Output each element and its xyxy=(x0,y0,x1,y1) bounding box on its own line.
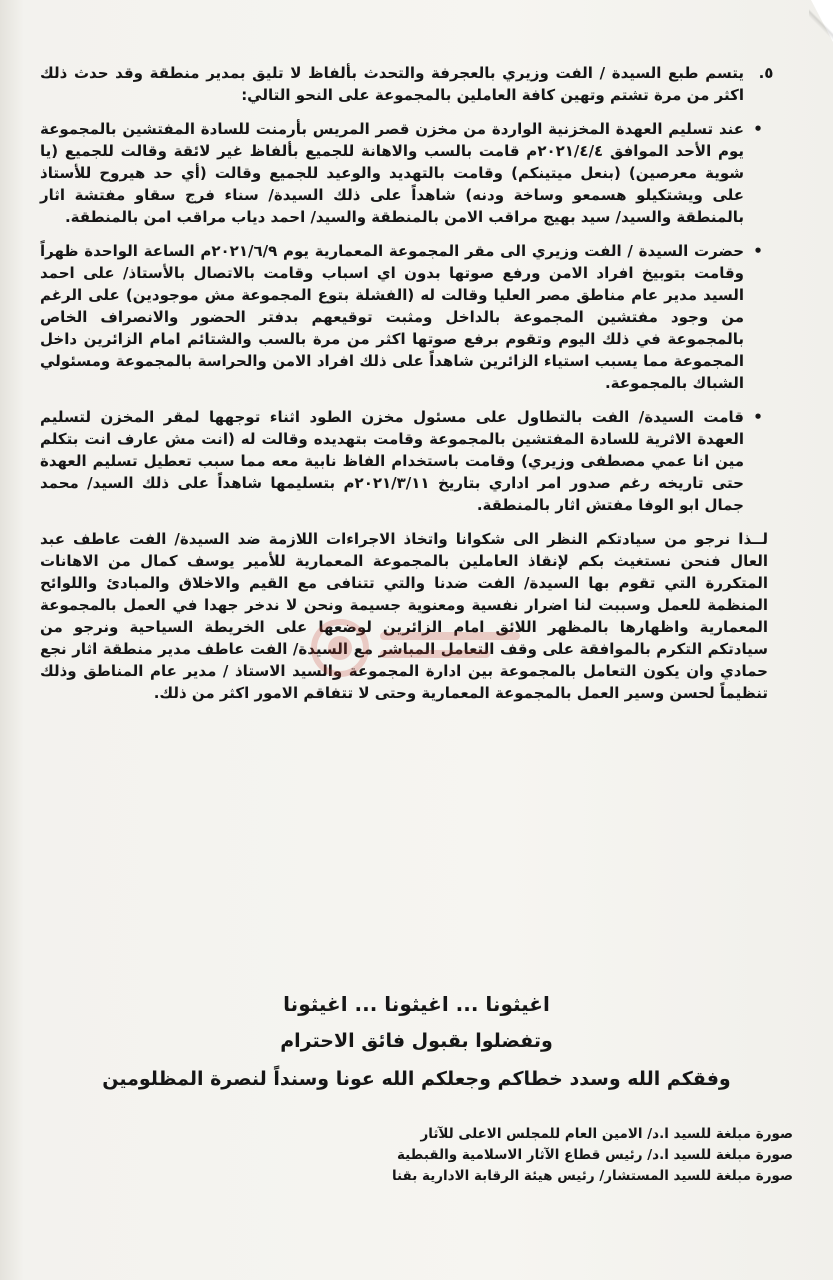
copy-recipient: صورة مبلغة للسيد المستشار/ رئيس هيئة الرقابة الادارية بقنا xyxy=(391,1168,793,1184)
folded-corner-shadow xyxy=(809,0,833,44)
regards-line: وتفضلوا بقبول فائق الاحترام xyxy=(280,1030,553,1052)
copy-recipient: صورة مبلغة للسيد ا.د/ الامين العام للمجلس الاعلى للآثار xyxy=(420,1126,793,1142)
blessing-line: وفقكم الله وسدد خطاكم وجعلكم الله عونا وسنداً لنصرة المظلومين xyxy=(102,1068,731,1090)
bullet-marker: • xyxy=(753,120,763,138)
complaint-bullet-2 xyxy=(40,240,768,394)
item-text: يتسم طبع السيدة / الفت وزيري بالعجرفة والتحدث بألفاظ لا تليق بمدير منطقة وقد حدث ذلك اكثر من مرة تشتم وتهين كافة العاملين بالمجموعة على النحو التالي: xyxy=(40,64,744,104)
copy-recipient: صورة مبلغة للسيد ا.د/ رئيس قطاع الآثار الاسلامية والقبطية xyxy=(396,1147,793,1163)
complaint-bullet-3 xyxy=(40,406,768,516)
closing-paragraph xyxy=(40,528,768,704)
bullet-marker: • xyxy=(753,408,763,426)
appeal-line: اغيثونا ... اغيثونا ... اغيثونا xyxy=(283,992,550,1016)
letter-body xyxy=(40,62,774,712)
bullet-text: عند تسليم العهدة المخزنية الواردة من مخزن قصر المريس بأرمنت للسادة المفتشين بالمجموعة يوم الأحد الموافق ٢٠٢١/٤/٤م قامت بالسب والاهانة للجميع بألفاظ غير لائقة وقالت للجميع (يا شوية معرصين) (بنعل ميتينكم) وقامت بالتهديد والوعيد للجميع وقالت (أي حد هيروح للأستاذ على ويشتكيلو هسمعو وساخة ودنه) شاهداً على ذلك السيدة/ سناء فرج سقاو مفتشة اثار بالمنطقة والسيد/ سيد بهيج مراقب الامن بالمنطقة والسيد/ احمد دياب مراقب امن بالمنطقة. xyxy=(40,120,745,226)
complaint-bullet-1 xyxy=(40,118,768,228)
bullet-text: حضرت السيدة / الفت وزيري الى مقر المجموعة المعمارية يوم ٢٠٢١/٦/٩م الساعة الواحدة ظهراً وقامت بتوبيخ افراد الامن ورفع صوتها بدون اي اسباب وقامت بالاتصال بالأستاذ/ على احمد السيد مدير عام مناطق مصر العليا وقالت له (الفشلة بتوع المجموعة مش موجودين) على الرغم من وجود مفتشين المجموعة بالداخل ومثبت توقيعهم بدفتر الحضور والانصراف الخاص بالمجموعة في ذلك اليوم وتقوم برفع صوتها اكثر من مرة بالسب والشتائم امام الزائرين داخل المجموعة مما يسبب استياء الزائرين شاهداً على ذلك افراد الامن والحراسة بالمجموعة ومسئولي الشباك بالمجموعة. xyxy=(40,242,745,392)
copies-list xyxy=(273,1124,793,1187)
complaint-item-5 xyxy=(40,62,774,106)
bullet-marker: • xyxy=(753,242,763,260)
item-number: ٥. xyxy=(758,64,774,82)
bullet-text: قامت السيدة/ الفت بالتطاول على مسئول مخزن الطود اثناء توجهها لمقر المخزن لتسليم العهدة الاثرية للسادة المفتشين بالمجموعة وقامت بتهديده وقالت له (انت مش عارف انت بتكلم مين انا عمي مصطفى وزيري) وقامت باستخدام الفاظ نابية معه مما سبب تعطيل تسليم العهدة حتى تاريخه رغم صدور امر اداري بتاريخ ٢٠٢١/٣/١١م بتسليمها شاهداً على ذلك السيد/ محمد جمال ابو الوفا مفتش اثار بالمنطقة. xyxy=(40,408,744,514)
closing-paragraph-text: لــذا نرجو من سيادتكم النظر الى شكوانا واتخاذ الاجراءات اللازمة ضد السيدة/ الفت عاطف عبد العال فنحن نستغيث بكم لإنقاذ العاملين بالمجموعة المعمارية للأمير يوسف كمال من الاهانات المتكررة التي تقوم بها السيدة/ الفت ضدنا والتي تتنافى مع القيم والاخلاق والمبادئ واللوائح المنظمة للعمل وسببت لنا اضرار نفسية ومعنوية جسيمة ونحن لا ندخر جهدا في العمل بالمجموعة المعمارية واظهارها بالمظهر اللائق امام الزائرين لوضعها على الخريطة السياحية ونرجو من سيادتكم التكرم بالموافقة على وقف التعامل المباشر مع السيدة/ الفت عاطف مدير منطقة اثار نجع حمادي وان يكون التعامل بالمجموعة بين ادارة المجموعة والسيد الاستاذ / مدير عام المناطق وذلك تنظيماً لحسن وسير العمل بالمجموعة المعمارية وحتى لا تتفاقم الامور اكثر من ذلك. xyxy=(40,530,768,702)
